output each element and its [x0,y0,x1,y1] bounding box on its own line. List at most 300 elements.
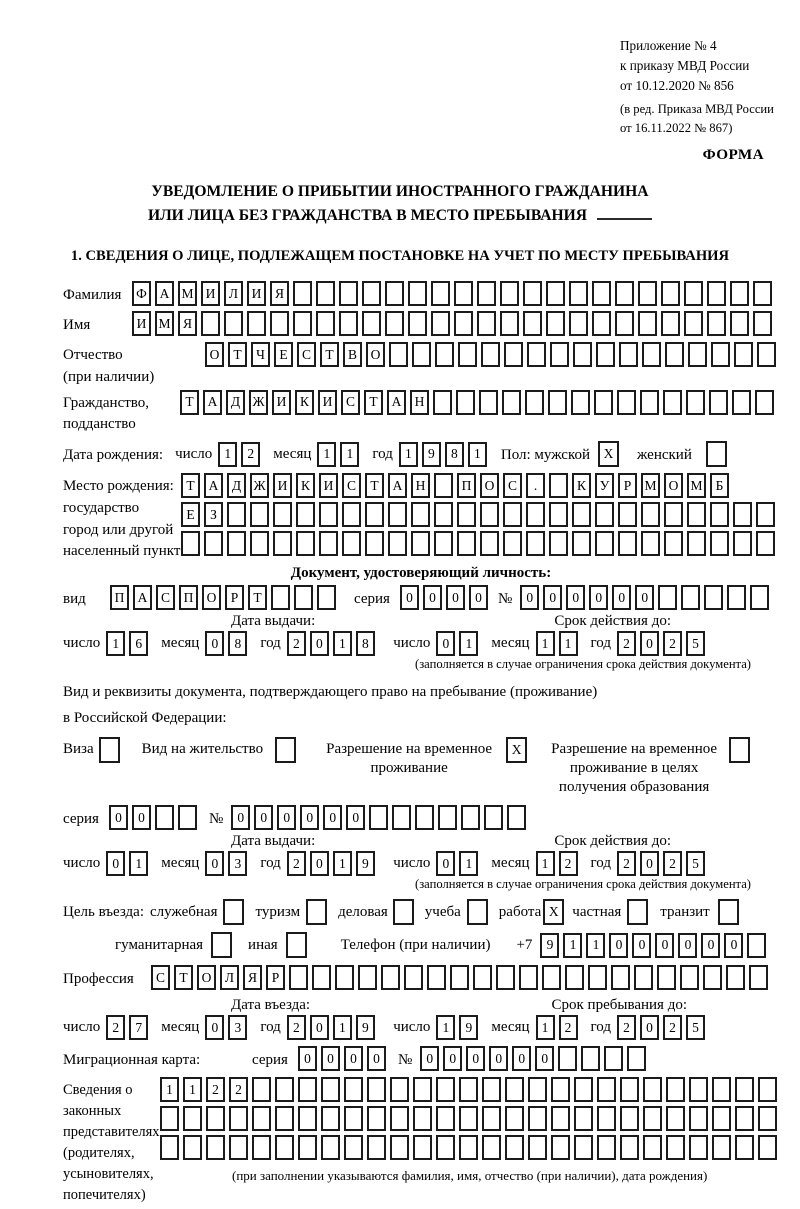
char-cell[interactable]: С [341,390,360,415]
char-cell[interactable] [344,1135,363,1160]
char-cell[interactable] [718,899,739,925]
char-cell[interactable] [317,585,336,610]
char-cell[interactable]: 2 [663,631,682,656]
char-cell[interactable] [206,1106,225,1131]
char-cell[interactable] [412,342,431,367]
char-cell[interactable] [275,737,296,763]
char-cell[interactable]: Ч [251,342,270,367]
char-cell[interactable] [293,311,312,336]
char-cell[interactable] [316,311,335,336]
char-cell[interactable]: 0 [609,933,628,958]
char-cell[interactable] [572,502,591,527]
char-cell[interactable] [504,342,523,367]
char-cell[interactable] [750,585,769,610]
char-cell[interactable]: Т [181,473,200,498]
char-cell[interactable] [413,1077,432,1102]
char-cell[interactable]: 0 [640,631,659,656]
char-cell[interactable] [703,965,722,990]
char-cell[interactable] [523,311,542,336]
char-cell[interactable]: 0 [132,805,151,830]
char-cell[interactable]: Р [225,585,244,610]
char-cell[interactable] [640,390,659,415]
char-cell[interactable]: 2 [663,851,682,876]
char-cell[interactable]: С [151,965,170,990]
char-cell[interactable] [551,1077,570,1102]
char-cell[interactable]: Ф [132,281,151,306]
char-cell[interactable] [661,311,680,336]
char-cell[interactable] [293,281,312,306]
char-cell[interactable] [480,531,499,556]
char-cell[interactable] [436,1077,455,1102]
char-cell[interactable] [388,502,407,527]
char-cell[interactable] [434,531,453,556]
char-cell[interactable] [588,965,607,990]
char-cell[interactable]: 0 [277,805,296,830]
char-cell[interactable] [549,502,568,527]
char-cell[interactable] [730,281,749,306]
char-cell[interactable] [726,965,745,990]
char-cell[interactable] [482,1077,501,1102]
char-cell[interactable] [710,502,729,527]
char-cell[interactable] [335,965,354,990]
char-cell[interactable] [316,281,335,306]
char-cell[interactable]: Н [410,390,429,415]
char-cell[interactable] [549,473,568,498]
char-cell[interactable] [450,965,469,990]
char-cell[interactable] [358,965,377,990]
char-cell[interactable] [597,1106,616,1131]
char-cell[interactable] [321,1077,340,1102]
char-cell[interactable]: 1 [183,1077,202,1102]
char-cell[interactable] [707,311,726,336]
char-cell[interactable]: 1 [340,442,359,467]
char-cell[interactable]: 0 [205,851,224,876]
char-cell[interactable] [657,965,676,990]
char-cell[interactable]: 0 [701,933,720,958]
char-cell[interactable]: К [296,473,315,498]
char-cell[interactable]: 0 [323,805,342,830]
char-cell[interactable]: Б [710,473,729,498]
char-cell[interactable]: 2 [229,1077,248,1102]
char-cell[interactable] [592,281,611,306]
char-cell[interactable]: 0 [231,805,250,830]
char-cell[interactable] [546,311,565,336]
char-cell[interactable]: С [503,473,522,498]
char-cell[interactable] [757,342,776,367]
char-cell[interactable] [224,311,243,336]
char-cell[interactable] [427,965,446,990]
char-cell[interactable]: 0 [205,1015,224,1040]
char-cell[interactable]: 0 [109,805,128,830]
char-cell[interactable] [482,1106,501,1131]
char-cell[interactable]: 1 [218,442,237,467]
char-cell[interactable]: 8 [445,442,464,467]
char-cell[interactable]: П [457,473,476,498]
char-cell[interactable] [712,1135,731,1160]
char-cell[interactable] [286,932,307,958]
char-cell[interactable]: 0 [310,1015,329,1040]
char-cell[interactable]: 0 [469,585,488,610]
char-cell[interactable] [581,1046,600,1071]
char-cell[interactable]: О [480,473,499,498]
char-cell[interactable]: Т [180,390,199,415]
char-cell[interactable]: Я [178,311,197,336]
char-cell[interactable] [367,1106,386,1131]
char-cell[interactable] [362,281,381,306]
char-cell[interactable] [681,585,700,610]
char-cell[interactable] [435,342,454,367]
char-cell[interactable] [367,1135,386,1160]
char-cell[interactable]: 3 [228,851,247,876]
char-cell[interactable] [735,1106,754,1131]
char-cell[interactable]: Т [365,473,384,498]
char-cell[interactable] [666,1077,685,1102]
char-cell[interactable] [502,390,521,415]
char-cell[interactable] [684,311,703,336]
char-cell[interactable]: 0 [420,1046,439,1071]
char-cell[interactable] [365,502,384,527]
char-cell[interactable] [321,1106,340,1131]
char-cell[interactable]: 0 [632,933,651,958]
char-cell[interactable] [479,390,498,415]
char-cell[interactable]: Д [227,473,246,498]
char-cell[interactable]: 9 [459,1015,478,1040]
char-cell[interactable]: 2 [241,442,260,467]
char-cell[interactable]: 6 [129,631,148,656]
char-cell[interactable] [204,531,223,556]
char-cell[interactable]: 9 [356,1015,375,1040]
char-cell[interactable]: О [205,342,224,367]
char-cell[interactable] [617,390,636,415]
char-cell[interactable] [546,281,565,306]
char-cell[interactable] [247,311,266,336]
char-cell[interactable] [619,342,638,367]
char-cell[interactable]: 0 [655,933,674,958]
char-cell[interactable] [252,1106,271,1131]
char-cell[interactable] [706,441,727,467]
char-cell[interactable] [160,1135,179,1160]
char-cell[interactable]: 0 [612,585,631,610]
char-cell[interactable] [298,1106,317,1131]
char-cell[interactable]: 1 [129,851,148,876]
char-cell[interactable]: Е [274,342,293,367]
char-cell[interactable] [707,281,726,306]
char-cell[interactable] [365,531,384,556]
char-cell[interactable] [710,531,729,556]
char-cell[interactable]: М [155,311,174,336]
char-cell[interactable] [638,311,657,336]
char-cell[interactable] [643,1135,662,1160]
char-cell[interactable] [413,1106,432,1131]
char-cell[interactable]: 1 [436,1015,455,1040]
char-cell[interactable] [569,281,588,306]
char-cell[interactable]: 5 [686,1015,705,1040]
char-cell[interactable] [227,531,246,556]
char-cell[interactable] [620,1106,639,1131]
char-cell[interactable] [270,311,289,336]
char-cell[interactable] [756,502,775,527]
char-cell[interactable] [306,899,327,925]
char-cell[interactable] [344,1077,363,1102]
char-cell[interactable] [229,1106,248,1131]
char-cell[interactable]: Я [243,965,262,990]
char-cell[interactable] [643,1106,662,1131]
char-cell[interactable] [298,1135,317,1160]
char-cell[interactable]: 5 [686,851,705,876]
char-cell[interactable]: В [343,342,362,367]
char-cell[interactable] [526,531,545,556]
char-cell[interactable] [753,311,772,336]
char-cell[interactable]: 2 [287,851,306,876]
char-cell[interactable] [482,1135,501,1160]
char-cell[interactable] [680,965,699,990]
char-cell[interactable]: И [132,311,151,336]
char-cell[interactable] [342,531,361,556]
char-cell[interactable]: 2 [617,851,636,876]
char-cell[interactable] [689,1135,708,1160]
char-cell[interactable] [638,281,657,306]
char-cell[interactable]: С [156,585,175,610]
char-cell[interactable] [298,1077,317,1102]
char-cell[interactable] [574,1077,593,1102]
char-cell[interactable] [342,502,361,527]
char-cell[interactable] [385,281,404,306]
char-cell[interactable]: Т [248,585,267,610]
char-cell[interactable] [369,805,388,830]
char-cell[interactable]: М [641,473,660,498]
char-cell[interactable]: 2 [617,631,636,656]
char-cell[interactable] [525,390,544,415]
char-cell[interactable] [712,1077,731,1102]
char-cell[interactable] [620,1135,639,1160]
char-cell[interactable] [178,805,197,830]
char-cell[interactable] [321,1135,340,1160]
char-cell[interactable] [595,502,614,527]
char-cell[interactable] [433,390,452,415]
char-cell[interactable] [454,311,473,336]
char-cell[interactable]: 0 [310,631,329,656]
char-cell[interactable]: 9 [540,933,559,958]
char-cell[interactable]: 0 [298,1046,317,1071]
char-cell[interactable] [734,342,753,367]
char-cell[interactable] [641,502,660,527]
char-cell[interactable] [528,1106,547,1131]
char-cell[interactable] [753,281,772,306]
char-cell[interactable] [456,390,475,415]
char-cell[interactable]: 0 [400,585,419,610]
char-cell[interactable] [666,1106,685,1131]
char-cell[interactable]: Ж [249,390,268,415]
char-cell[interactable] [727,585,746,610]
char-cell[interactable] [484,805,503,830]
char-cell[interactable] [503,502,522,527]
char-cell[interactable] [689,1106,708,1131]
char-cell[interactable] [551,1135,570,1160]
char-cell[interactable] [732,390,751,415]
char-cell[interactable] [503,531,522,556]
char-cell[interactable] [665,342,684,367]
char-cell[interactable] [155,805,174,830]
char-cell[interactable] [735,1077,754,1102]
char-cell[interactable] [454,281,473,306]
char-cell[interactable]: 2 [287,1015,306,1040]
char-cell[interactable] [569,311,588,336]
char-cell[interactable] [661,281,680,306]
char-cell[interactable]: 0 [535,1046,554,1071]
char-cell[interactable] [643,1077,662,1102]
char-cell[interactable] [592,311,611,336]
char-cell[interactable] [275,1106,294,1131]
char-cell[interactable]: 0 [344,1046,363,1071]
char-cell[interactable]: М [178,281,197,306]
char-cell[interactable]: 0 [300,805,319,830]
char-cell[interactable]: 8 [356,631,375,656]
char-cell[interactable]: 1 [563,933,582,958]
char-cell[interactable] [385,311,404,336]
char-cell[interactable]: 2 [206,1077,225,1102]
char-cell[interactable] [505,1077,524,1102]
char-cell[interactable] [627,1046,646,1071]
char-cell[interactable] [415,805,434,830]
char-cell[interactable] [711,342,730,367]
char-cell[interactable] [618,531,637,556]
char-cell[interactable]: 2 [106,1015,125,1040]
char-cell[interactable] [558,1046,577,1071]
char-cell[interactable] [273,502,292,527]
char-cell[interactable] [438,805,457,830]
char-cell[interactable]: 0 [466,1046,485,1071]
char-cell[interactable] [548,390,567,415]
char-cell[interactable]: М [687,473,706,498]
char-cell[interactable]: X [543,899,564,925]
char-cell[interactable]: 7 [129,1015,148,1040]
char-cell[interactable] [664,531,683,556]
char-cell[interactable] [459,1077,478,1102]
char-cell[interactable]: 0 [310,851,329,876]
char-cell[interactable]: 0 [436,631,455,656]
char-cell[interactable] [627,899,648,925]
char-cell[interactable] [611,965,630,990]
char-cell[interactable] [755,390,774,415]
char-cell[interactable] [523,281,542,306]
char-cell[interactable] [505,1106,524,1131]
char-cell[interactable] [618,502,637,527]
char-cell[interactable] [434,473,453,498]
char-cell[interactable] [597,1077,616,1102]
char-cell[interactable] [390,1077,409,1102]
char-cell[interactable]: С [297,342,316,367]
char-cell[interactable] [519,965,538,990]
char-cell[interactable] [473,965,492,990]
char-cell[interactable]: 0 [489,1046,508,1071]
char-cell[interactable] [252,1077,271,1102]
char-cell[interactable]: 0 [543,585,562,610]
char-cell[interactable] [481,342,500,367]
char-cell[interactable] [730,311,749,336]
char-cell[interactable]: Р [618,473,637,498]
char-cell[interactable]: X [598,441,619,467]
char-cell[interactable] [250,531,269,556]
char-cell[interactable] [686,390,705,415]
char-cell[interactable]: Т [364,390,383,415]
char-cell[interactable]: Т [320,342,339,367]
char-cell[interactable]: Л [220,965,239,990]
char-cell[interactable]: 1 [333,851,352,876]
char-cell[interactable] [275,1135,294,1160]
char-cell[interactable]: . [526,473,545,498]
char-cell[interactable]: 0 [589,585,608,610]
char-cell[interactable]: 1 [399,442,418,467]
char-cell[interactable] [595,531,614,556]
char-cell[interactable] [459,1106,478,1131]
char-cell[interactable] [312,965,331,990]
char-cell[interactable]: 0 [321,1046,340,1071]
char-cell[interactable]: Я [270,281,289,306]
char-cell[interactable]: 0 [436,851,455,876]
char-cell[interactable] [275,1077,294,1102]
char-cell[interactable]: И [318,390,337,415]
char-cell[interactable] [388,531,407,556]
char-cell[interactable] [271,585,290,610]
char-cell[interactable] [477,311,496,336]
char-cell[interactable]: 0 [446,585,465,610]
char-cell[interactable]: 0 [106,851,125,876]
char-cell[interactable]: Е [181,502,200,527]
char-cell[interactable]: 0 [512,1046,531,1071]
char-cell[interactable] [572,531,591,556]
char-cell[interactable] [573,342,592,367]
char-cell[interactable]: 0 [678,933,697,958]
char-cell[interactable]: 0 [520,585,539,610]
char-cell[interactable] [183,1135,202,1160]
char-cell[interactable] [550,342,569,367]
char-cell[interactable]: 1 [317,442,336,467]
char-cell[interactable]: А [133,585,152,610]
char-cell[interactable]: У [595,473,614,498]
char-cell[interactable]: 0 [640,851,659,876]
char-cell[interactable]: 1 [536,631,555,656]
char-cell[interactable] [596,342,615,367]
char-cell[interactable]: Л [224,281,243,306]
char-cell[interactable] [411,531,430,556]
char-cell[interactable]: 0 [205,631,224,656]
char-cell[interactable] [411,502,430,527]
char-cell[interactable]: X [506,737,527,763]
char-cell[interactable] [289,965,308,990]
char-cell[interactable]: 0 [346,805,365,830]
char-cell[interactable]: О [664,473,683,498]
char-cell[interactable]: 0 [367,1046,386,1071]
char-cell[interactable] [571,390,590,415]
char-cell[interactable] [431,311,450,336]
char-cell[interactable]: 0 [635,585,654,610]
char-cell[interactable] [496,965,515,990]
char-cell[interactable]: Т [228,342,247,367]
char-cell[interactable] [549,531,568,556]
char-cell[interactable] [733,502,752,527]
char-cell[interactable]: 2 [287,631,306,656]
char-cell[interactable] [467,899,488,925]
char-cell[interactable]: Ж [250,473,269,498]
char-cell[interactable]: 1 [468,442,487,467]
char-cell[interactable] [526,502,545,527]
char-cell[interactable]: И [319,473,338,498]
char-cell[interactable] [687,531,706,556]
char-cell[interactable] [413,1135,432,1160]
char-cell[interactable]: А [203,390,222,415]
char-cell[interactable] [704,585,723,610]
char-cell[interactable] [687,502,706,527]
